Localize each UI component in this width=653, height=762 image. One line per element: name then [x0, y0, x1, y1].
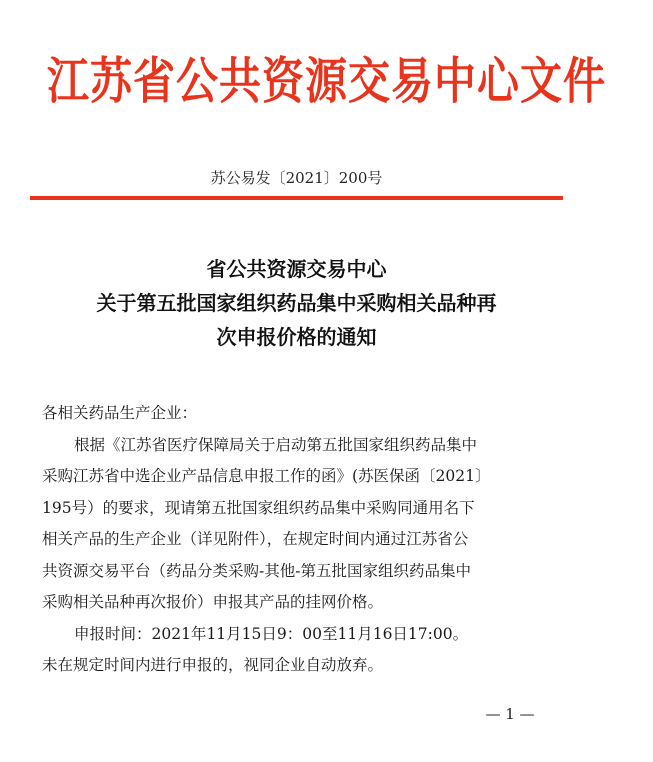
- body-line: 根据《江苏省医疗保障局关于启动第五批国家组织药品集中: [74, 435, 478, 454]
- notice-body: [42, 398, 562, 682]
- body-line: 相关产品的生产企业（详见附件），在规定时间内通过江苏省公: [42, 530, 469, 548]
- body-line: 采购相关品种再次报价）申报其产品的挂网价格。: [42, 593, 384, 611]
- salutation: 各相关药品生产企业：: [42, 404, 198, 422]
- notice-title-line: 关于第五批国家组织药品集中采购相关品种再: [96, 291, 497, 315]
- org-header-title: 江苏省公共资源交易中心文件: [46, 52, 606, 110]
- page-number: — 1 —: [485, 705, 535, 723]
- notice-title: [0, 252, 593, 354]
- body-line: 申报时间：2021年11月15日9：00至11月16日17:00。: [74, 624, 469, 643]
- notice-title-line: 省公共资源交易中心: [206, 257, 387, 281]
- paragraph-main: [42, 430, 562, 619]
- body-line: 195号）的要求，现请第五批国家组织药品集中采购同通用名下: [42, 498, 475, 517]
- red-divider-rule: [30, 196, 563, 200]
- body-line: 采购江苏省中选企业产品信息申报工作的函》(苏医保函〔2021〕: [42, 467, 491, 485]
- body-line: 共资源交易平台（药品分类采购-其他-第五批国家组织药品集中: [42, 561, 471, 580]
- notice-title-line: 次申报价格的通知: [216, 325, 377, 349]
- body-line: 未在规定时间内进行申报的，视同企业自动放弃。: [42, 656, 384, 674]
- document-number: 苏公易发〔2021〕200号: [210, 169, 383, 187]
- paragraph-deadline: [42, 619, 562, 682]
